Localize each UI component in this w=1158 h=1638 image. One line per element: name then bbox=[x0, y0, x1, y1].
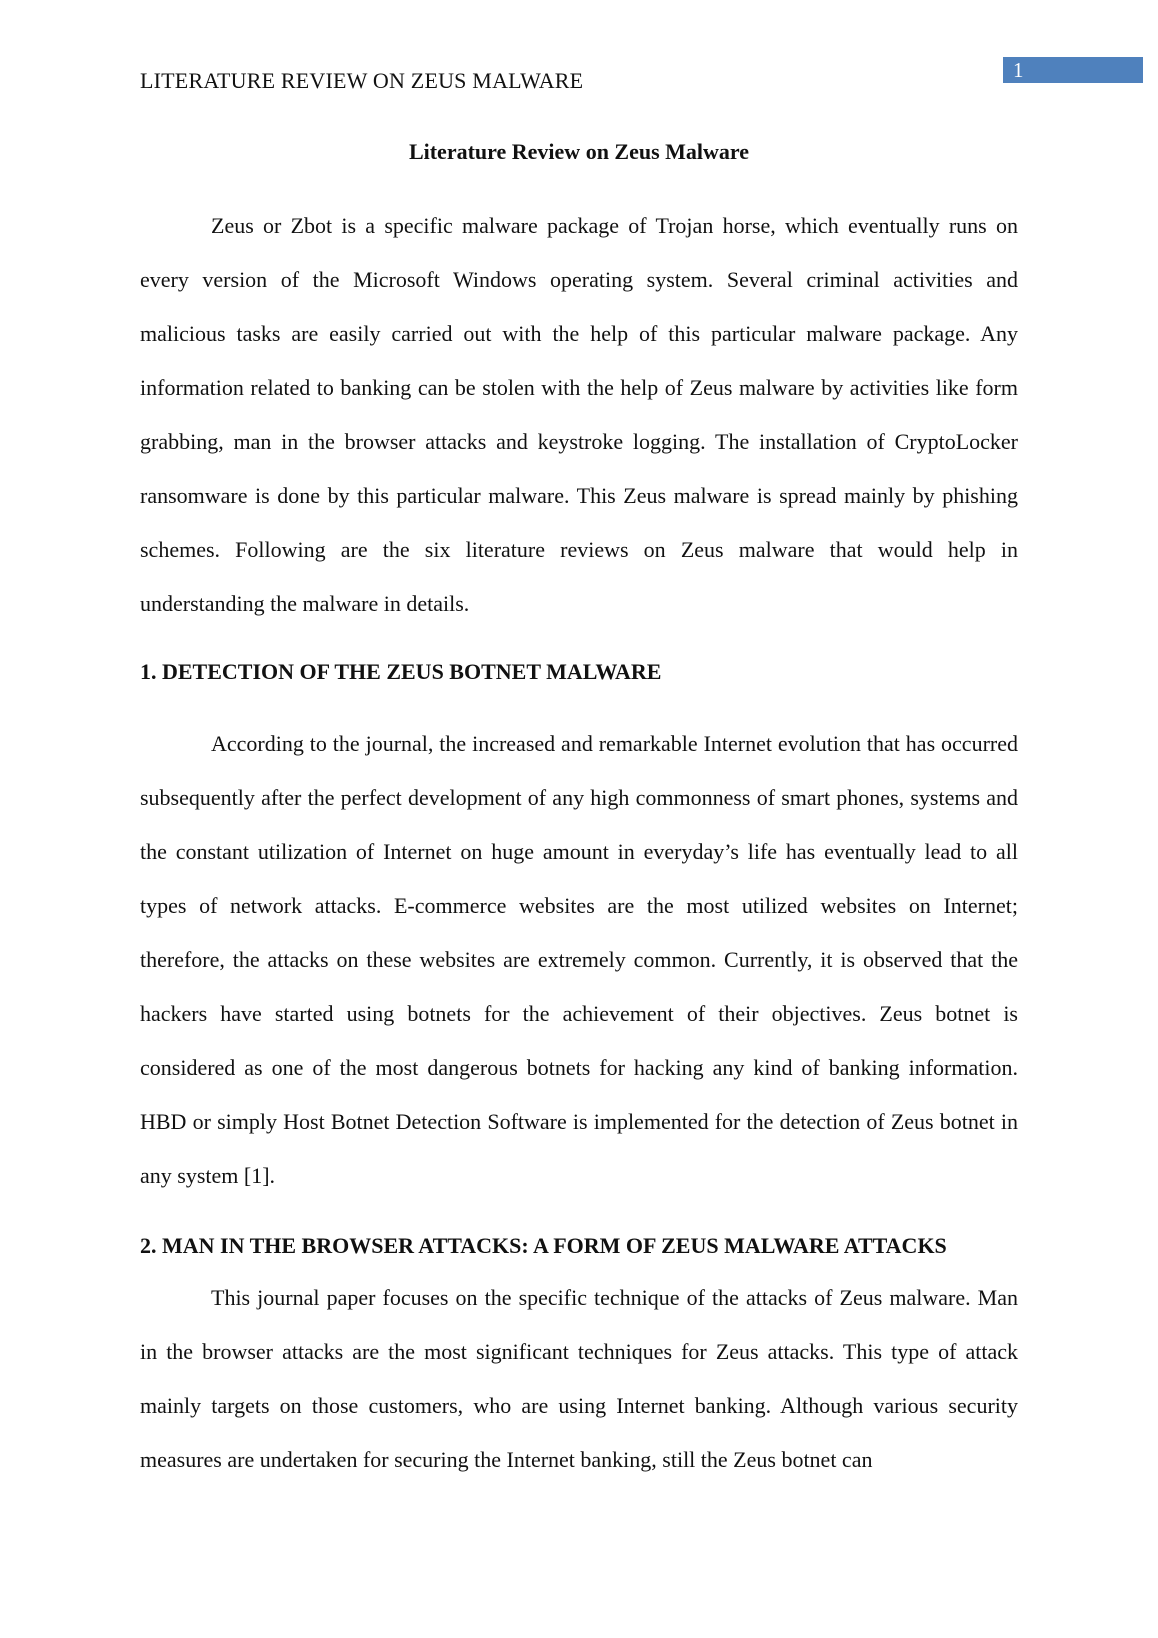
page-number-box bbox=[1003, 57, 1143, 83]
intro-paragraph: Zeus or Zbot is a specific malware package of Trojan horse, which eventually runs on every version of the Microsoft Windows operating system. Several criminal activities and malicious tasks are easily carried out with the help of this particular malware package. Any information related to banking can be stolen with the help of Zeus malware by activities like form grabbing, man in the browser attacks and keystroke logging. The installation of CryptoLocker ransomware is done by this particular malware. This Zeus malware is spread mainly by phishing schemes. Following are the six literature reviews on Zeus malware that would help in understanding the malware in details. bbox=[140, 213, 1018, 616]
running-head: LITERATURE REVIEW ON ZEUS MALWARE bbox=[140, 68, 584, 93]
page-number: 1 bbox=[1013, 58, 1024, 82]
section-2-body: This journal paper focuses on the specific technique of the attacks of Zeus malware. Man in the browser attacks are the most significant techniques for Zeus attacks. This type of attack mainly targets on those customers, who are using Internet banking. Although various security measures are undertaken for securing the Internet banking, still the Zeus botnet can bbox=[140, 1285, 1018, 1472]
section-1-body: According to the journal, the increased and remarkable Internet evolution that has occurred subsequently after the perfect development of any high commonness of smart phones, systems and the constant utilization of Internet on huge amount in everyday’s life has eventually lead to all types of network attacks. E-commerce websites are the most utilized websites on Internet; therefore, the attacks on these websites are extremely common. Currently, it is observed that the hackers have started using botnets for the achievement of their objectives. Zeus botnet is considered as one of the most dangerous botnets for hacking any kind of banking information. HBD or simply Host Botnet Detection Software is implemented for the detection of Zeus botnet in any system [1]. bbox=[140, 731, 1018, 1188]
section-1-heading: 1. DETECTION OF THE ZEUS BOTNET MALWARE bbox=[140, 659, 662, 684]
section-2-heading: 2. MAN IN THE BROWSER ATTACKS: A FORM OF ZEUS MALWARE ATTACKS bbox=[140, 1233, 947, 1258]
document-title: Literature Review on Zeus Malware bbox=[408, 139, 750, 164]
